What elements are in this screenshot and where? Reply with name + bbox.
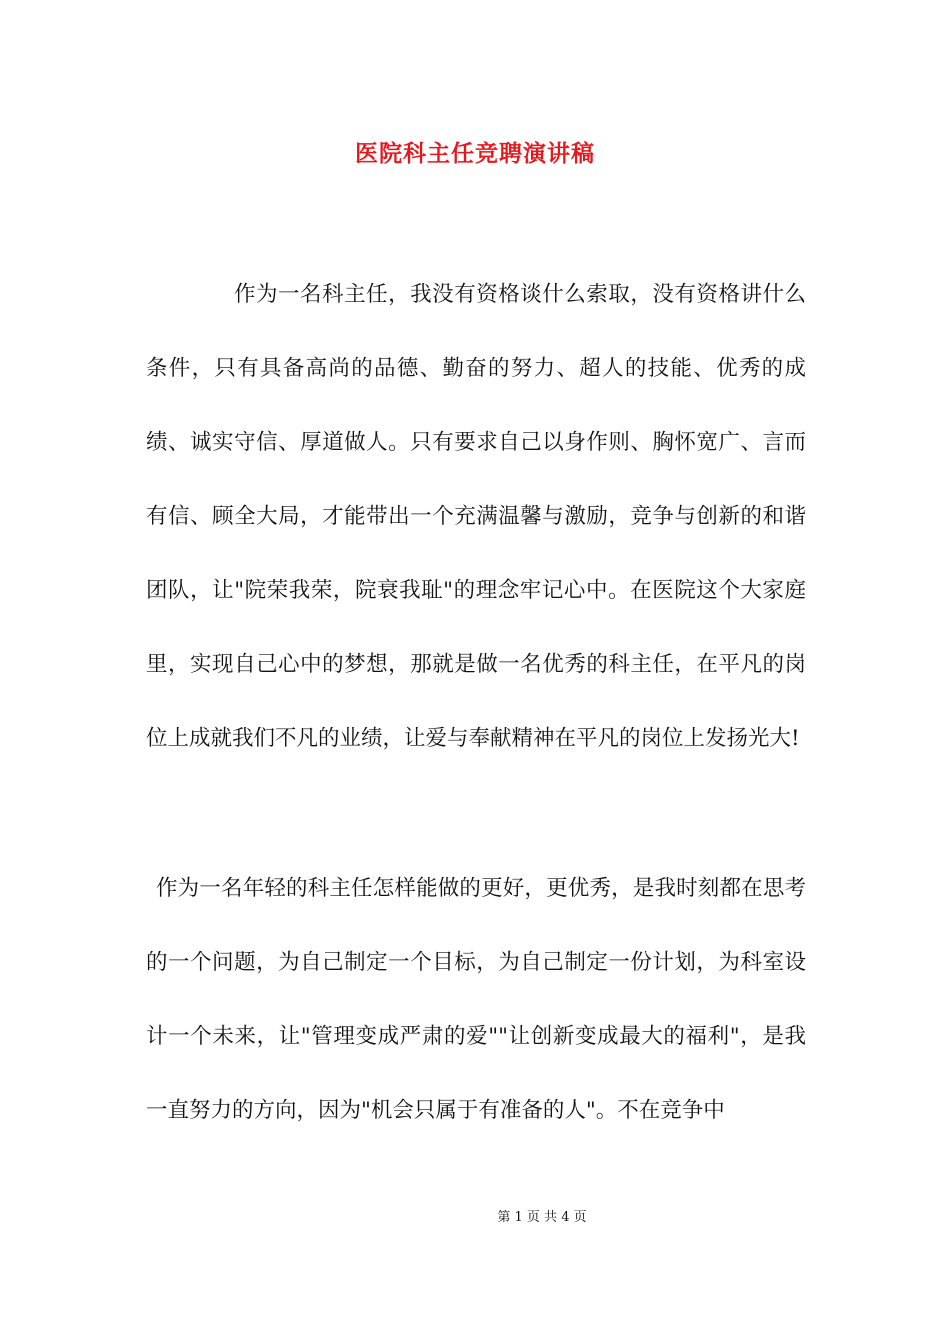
paragraph-2: 作为一名年轻的科主任怎样能做的更好，更优秀，是我时刻都在思考的一个问题，为自己制定一个目标，为自己制定一份计划，为科室设计一个未来，让"管理变成严肃的爱""让创新变成最大的福利"，是我一直努力的方向，因为"机会只属于有准备的人"。不在竞争中 xyxy=(146,876,806,1123)
page-number-footer: 第 1 页 共 4 页 xyxy=(497,1210,587,1225)
document-title: 医院科主任竞聘演讲稿 xyxy=(355,140,595,167)
paragraph-1: 作为一名科主任，我没有资格谈什么索取，没有资格讲什么条件，只有具备高尚的品德、勤奋的努力、超人的技能、优秀的成绩、诚实守信、厚道做人。只有要求自己以身作则、胸怀宽广、言而有信、顾全大局，才能带出一个充满温馨与激励，竞争与创新的和谐团队，让"院荣我荣，院衰我耻"的理念牢记心中。在医院这个大家庭里，实现自己心中的梦想，那就是做一名优秀的科主任，在平凡的岗位上成就我们不凡的业绩，让爱与奉献精神在平凡的岗位上发扬光大! xyxy=(146,282,806,751)
